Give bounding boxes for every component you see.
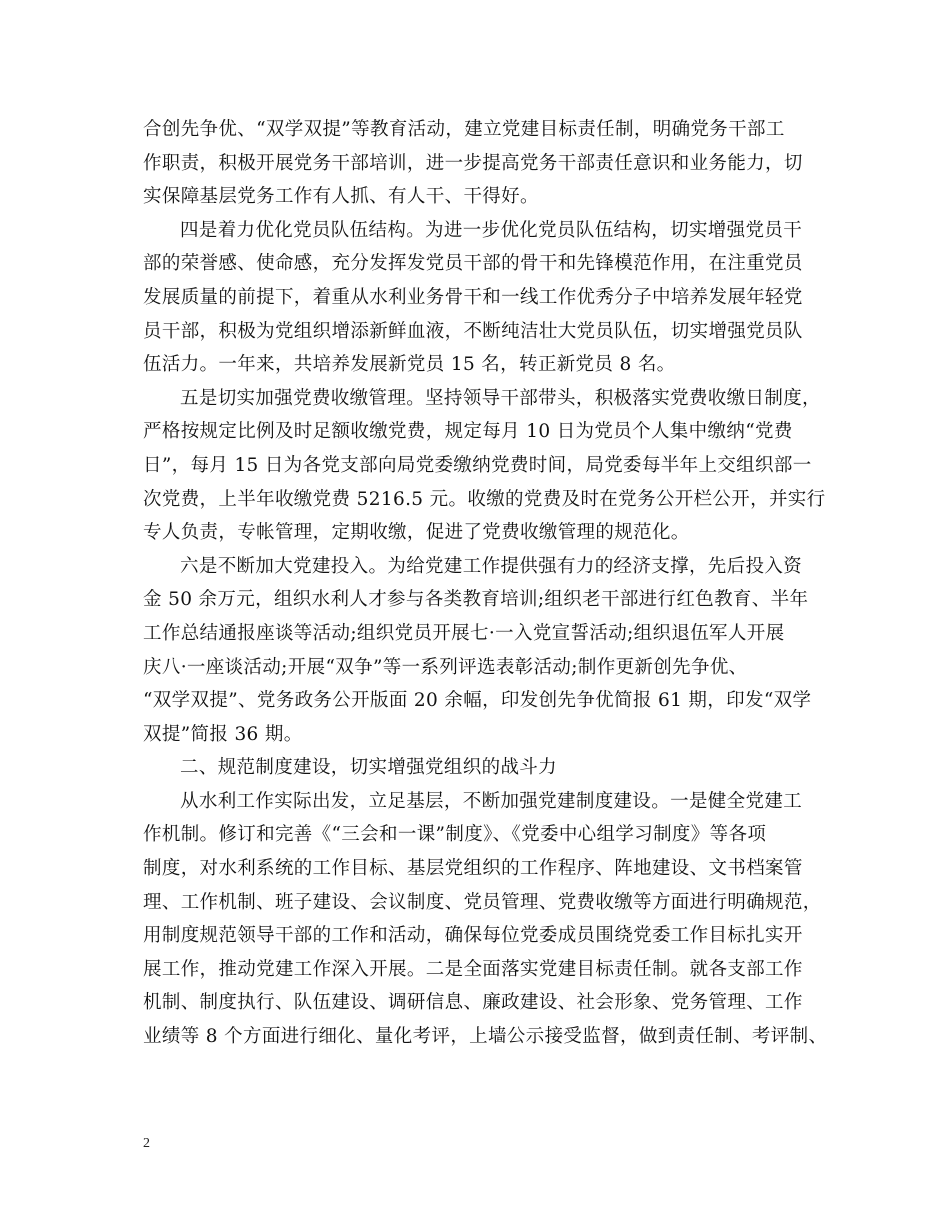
text-line: 作职责，积极开展党务干部培训，进一步提高党务干部责任意识和业务能力，切 <box>143 152 803 174</box>
text-line: 理、工作机制、班子建设、会议制度、党员管理、党费收缴等方面进行明确规范， <box>143 891 822 913</box>
text-line: 严格按规定比例及时足额收缴党费，规定每月 10 日为党员个人集中缴纳“党费 <box>143 421 793 443</box>
page-number: 2 <box>143 1136 150 1151</box>
text-line: 部的荣誉感、使命感，充分发挥发党员干部的骨干和先锋模范作用，在注重党员 <box>143 253 803 275</box>
text-line: 次党费，上半年收缴党费 5216.5 元。收缴的党费及时在党务公开栏公开，并实行 <box>143 488 826 510</box>
text-line: “双学双提”、党务政务公开版面 20 余幅，印发创先争优简报 61 期，印发“双学 <box>143 690 812 712</box>
text-line: 工作总结通报座谈等活动;组织党员开展七·一入党宣誓活动;组织退伍军人开展 <box>143 622 785 644</box>
text-line: 实保障基层党务工作有人抓、有人干、干得好。 <box>143 186 539 208</box>
text-line: 发展质量的前提下，着重从水利业务骨干和一线工作优秀分子中培养发展年轻党 <box>143 286 803 308</box>
text-line: 专人负责，专帐管理，定期收缴，促进了党费收缴管理的规范化。 <box>143 522 690 544</box>
text-line: 机制、制度执行、队伍建设、调研信息、廉政建设、社会形象、党务管理、工作 <box>143 992 803 1014</box>
paragraph-start-line: 从水利工作实际出发，立足基层，不断加强党建制度建设。一是健全党建工 <box>180 790 803 812</box>
document-body <box>143 113 828 1054</box>
text-line: 伍活力。一年来，共培养发展新党员 15 名，转正新党员 8 名。 <box>143 354 676 376</box>
paragraph-start-line: 五是切实加强党费收缴管理。坚持领导干部带头，积极落实党费收缴日制度， <box>180 387 821 409</box>
text-line: 展工作，推动党建工作深入开展。二是全面落实党建目标责任制。就各支部工作 <box>143 958 803 980</box>
text-line: 金 50 余万元，组织水利人才参与各类教育培训;组织老干部进行红色教育、半年 <box>143 589 809 611</box>
text-line: 作机制。修订和完善《“三会和一课”制度》、《党委中心组学习制度》等各项 <box>143 824 767 846</box>
text-line: 用制度规范领导干部的工作和活动，确保每位党委成员围绕党委工作目标扎实开 <box>143 925 803 947</box>
section-heading: 二、规范制度建设，切实增强党组织的战斗力 <box>180 757 558 779</box>
text-line: 员干部，积极为党组织增添新鲜血液，不断纯洁壮大党员队伍，切实增强党员队 <box>143 320 803 342</box>
text-line: 双提”简报 36 期。 <box>143 723 303 745</box>
text-line: 制度，对水利系统的工作目标、基层党组织的工作程序、阵地建设、文书档案管 <box>143 858 803 880</box>
paragraph-start-line: 六是不断加大党建投入。为给党建工作提供强有力的经济支撑，先后投入资 <box>180 555 803 577</box>
paragraph-start-line: 四是着力优化党员队伍结构。为进一步优化党员队伍结构，切实增强党员干 <box>180 219 803 241</box>
text-line: 合创先争优、“双学双提”等教育活动，建立党建目标责任制，明确党务干部工 <box>143 119 785 140</box>
text-line: 业绩等 8 个方面进行细化、量化考评，上墙公示接受监督，做到责任制、考评制、 <box>143 1026 828 1048</box>
text-line: 庆八·一座谈活动;开展“双争”等一系列评选表彰活动;制作更新创先争优、 <box>143 656 748 678</box>
text-line: 日”，每月 15 日为各党支部向局党委缴纳党费时间，局党委每半年上交组织部一 <box>143 454 812 476</box>
